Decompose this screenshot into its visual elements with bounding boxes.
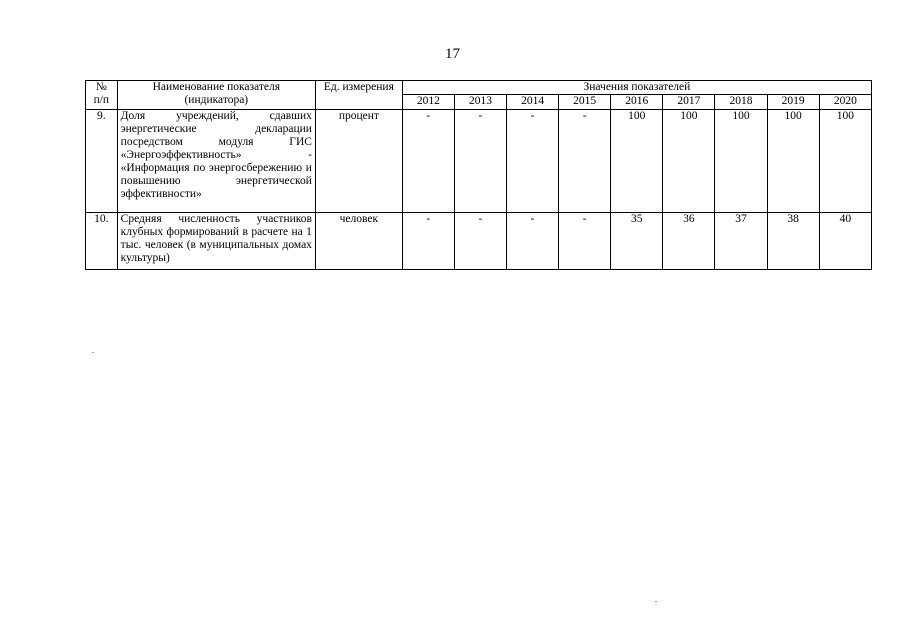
header-year: 2020 xyxy=(819,95,871,110)
indicators-table xyxy=(85,80,872,270)
row-number: 10. xyxy=(86,213,118,270)
value-cell: - xyxy=(507,213,559,270)
value-cell: 38 xyxy=(767,213,819,270)
table-header-row xyxy=(86,81,872,95)
header-name-line2: (индикатора) xyxy=(184,94,249,106)
page-number: 17 xyxy=(445,46,460,62)
value-cell: 36 xyxy=(663,213,715,270)
value-cell: - xyxy=(559,110,611,213)
value-cell: - xyxy=(454,110,506,213)
header-name xyxy=(117,81,315,110)
value-cell: 100 xyxy=(715,110,767,213)
row-number: 9. xyxy=(86,110,118,213)
value-cell: - xyxy=(402,110,454,213)
value-cell: 35 xyxy=(611,213,663,270)
header-values-group: Значения показателей xyxy=(402,81,871,95)
header-year: 2017 xyxy=(663,95,715,110)
unit-cell: процент xyxy=(315,110,402,213)
value-cell: 100 xyxy=(663,110,715,213)
value-cell: - xyxy=(559,213,611,270)
header-unit xyxy=(315,81,402,110)
value-cell: 100 xyxy=(819,110,871,213)
header-year: 2019 xyxy=(767,95,819,110)
header-num-line2: п/п xyxy=(93,94,110,106)
value-cell: - xyxy=(454,213,506,270)
header-year: 2015 xyxy=(559,95,611,110)
value-cell: - xyxy=(507,110,559,213)
table-row xyxy=(86,110,872,213)
header-year: 2018 xyxy=(715,95,767,110)
value-cell: 37 xyxy=(715,213,767,270)
indicator-name: Доля учреждений, сдавших энергетические декларации посредством модуля ГИС «Энергоэффективность» - «Информация по энергосбережению и повышению энергетической эффективности» xyxy=(117,110,315,213)
header-unit-label: Ед. измерения xyxy=(323,81,394,93)
value-cell: - xyxy=(402,213,454,270)
value-cell: 100 xyxy=(611,110,663,213)
header-year: 2014 xyxy=(507,95,559,110)
scan-speck xyxy=(655,601,657,602)
header-name-line1: Наименование показателя xyxy=(152,81,281,93)
unit-cell: человек xyxy=(315,213,402,270)
header-num-line1: № xyxy=(95,81,107,93)
header-year: 2016 xyxy=(611,95,663,110)
table-row xyxy=(86,213,872,270)
value-cell: 40 xyxy=(819,213,871,270)
value-cell: 100 xyxy=(767,110,819,213)
header-num xyxy=(86,81,118,110)
header-year: 2013 xyxy=(454,95,506,110)
indicator-name: Средняя численность участников клубных формирований в расчете на 1 тыс. человек (в муниципальных домах культуры) xyxy=(117,213,315,270)
header-year: 2012 xyxy=(402,95,454,110)
scan-speck xyxy=(92,352,94,353)
